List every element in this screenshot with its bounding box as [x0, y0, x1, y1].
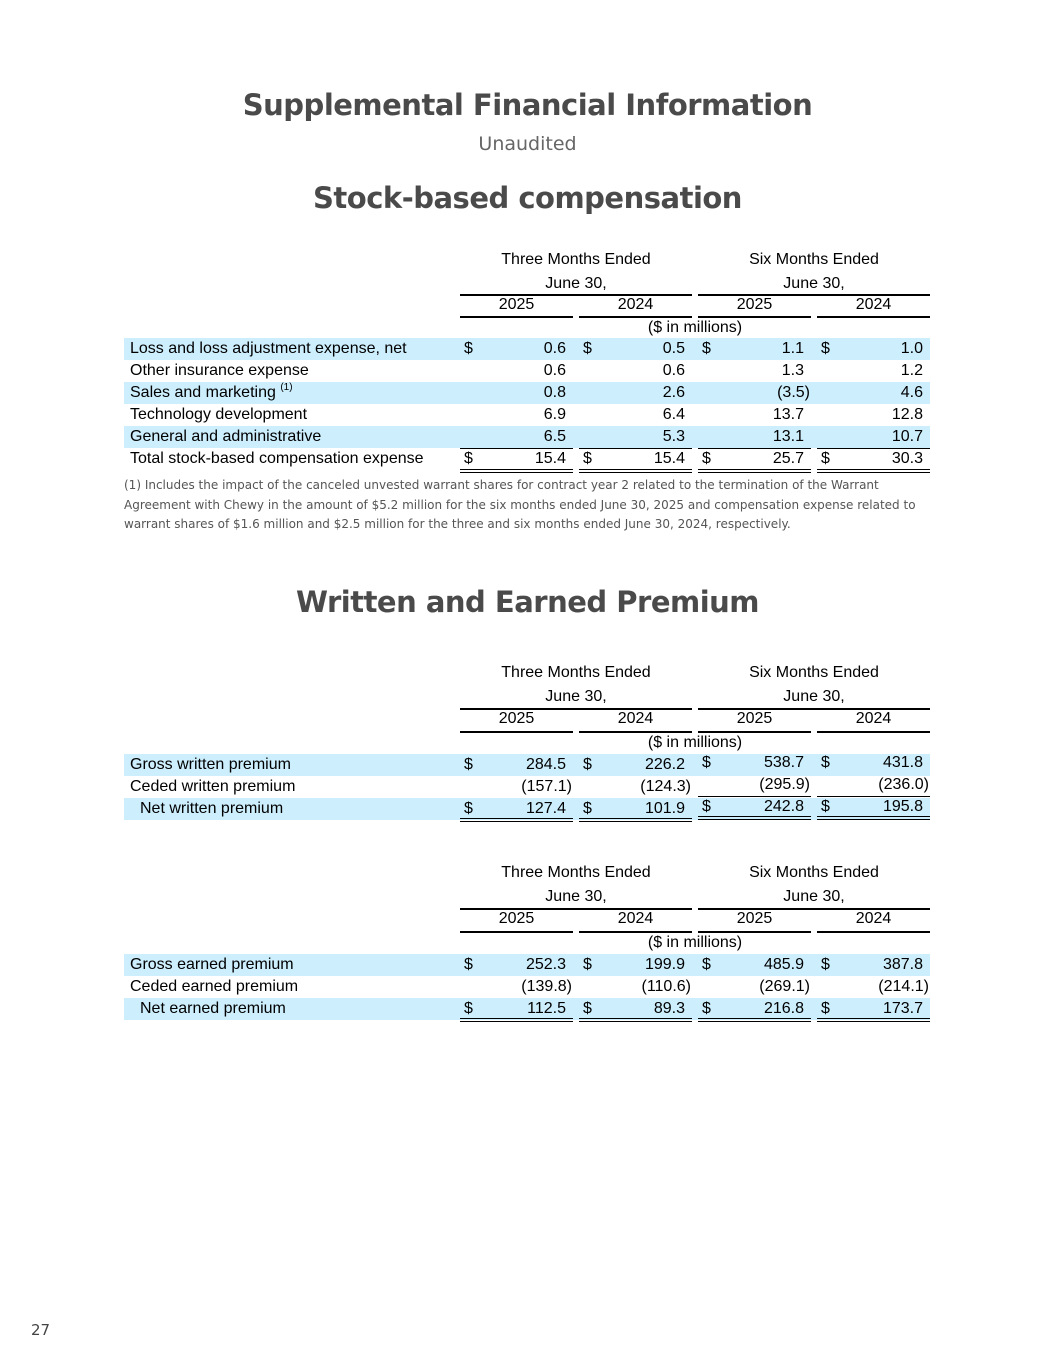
footnote-marker: (1): [280, 382, 293, 393]
col-header-three-months: Three Months Ended: [501, 864, 651, 881]
currency-symbol: $: [583, 1000, 592, 1017]
col-year-2024-six: 2024: [855, 296, 892, 313]
currency-symbol: $: [464, 800, 473, 817]
cell-value: 1.2: [900, 362, 923, 379]
row-label: Ceded written premium: [130, 778, 296, 795]
cell-value: 387.8: [882, 956, 923, 973]
currency-symbol: $: [702, 956, 711, 973]
currency-symbol: $: [702, 798, 711, 815]
cell-value: 538.7: [763, 754, 804, 771]
cell-value: 4.6: [900, 384, 923, 401]
cell-value: 6.4: [662, 406, 685, 423]
cell-value: 25.7: [772, 450, 804, 467]
currency-symbol: $: [583, 956, 592, 973]
col-year-2024-three: 2024: [617, 710, 654, 727]
col-year-2024-three: 2024: [617, 910, 654, 927]
currency-symbol: $: [464, 756, 473, 773]
cell-value: 15.4: [653, 450, 685, 467]
table-row: [124, 754, 930, 776]
currency-symbol: $: [702, 754, 711, 771]
cell-value: 13.7: [772, 406, 804, 423]
cell-value: 12.8: [891, 406, 923, 423]
cell-value: 5.3: [662, 428, 685, 445]
currency-symbol: $: [583, 340, 592, 357]
cell-value: 173.7: [882, 1000, 923, 1017]
col-header-june-three: June 30,: [545, 888, 607, 905]
col-year-2024-six: 2024: [855, 910, 892, 927]
cell-value: 216.8: [763, 1000, 804, 1017]
table-row: [124, 404, 930, 426]
currency-symbol: $: [821, 1000, 830, 1017]
cell-value: (3.5): [777, 384, 810, 401]
row-label: Other insurance expense: [130, 362, 309, 379]
row-label: Gross written premium: [130, 756, 291, 773]
cell-value: 15.4: [534, 450, 566, 467]
table-row-total: [124, 448, 930, 470]
cell-value: 1.1: [781, 340, 804, 357]
col-header-six-months: Six Months Ended: [749, 251, 879, 268]
col-year-2025-three: 2025: [498, 910, 535, 927]
currency-symbol: $: [702, 1000, 711, 1017]
row-label: General and administrative: [130, 428, 322, 445]
col-year-2025-three: 2025: [498, 710, 535, 727]
earned-premium-table: [124, 863, 932, 1023]
currency-symbol: $: [464, 1000, 473, 1017]
cell-value: 6.5: [543, 428, 566, 445]
cell-value: (157.1): [521, 778, 572, 795]
stock-based-compensation-table: [124, 250, 932, 475]
page-number: 27: [31, 1321, 51, 1339]
cell-value: 195.8: [882, 798, 923, 815]
currency-symbol: $: [702, 340, 711, 357]
written-earned-premium-heading: Written and Earned Premium: [295, 585, 760, 619]
cell-value: 0.6: [662, 362, 685, 379]
col-header-three-months: Three Months Ended: [501, 251, 651, 268]
col-year-2025-six: 2025: [736, 710, 773, 727]
cell-value: 0.8: [543, 384, 566, 401]
row-label: Net earned premium: [140, 1000, 286, 1017]
currency-symbol: $: [821, 754, 830, 771]
table-row: [124, 338, 930, 360]
cell-value: (139.8): [521, 978, 572, 995]
cell-value: (214.1): [878, 978, 929, 995]
cell-value: 242.8: [763, 798, 804, 815]
footnote: (1) Includes the impact of the canceled unvested warrant shares for contract year 2 related to the termination of the Warrant Agreement with Chewy in the amount of $5.2 million for the six months ended June 30, 2025 and compensation expense related to warrant shares of $1.6 million and $2.5 million for the three and six months ended June 30, 2024, respectively.: [124, 478, 916, 531]
table-row-total: [124, 998, 930, 1020]
written-premium-table: [124, 663, 932, 823]
cell-value: 226.2: [644, 756, 685, 773]
units-label: ($ in millions): [647, 734, 743, 751]
table-row: [124, 976, 930, 998]
row-label: [130, 382, 293, 404]
cell-value: 431.8: [882, 754, 923, 771]
stock-based-compensation-heading: Stock-based compensation: [313, 181, 742, 215]
cell-value: 127.4: [525, 800, 566, 817]
cell-value: 89.3: [653, 1000, 685, 1017]
units-label: ($ in millions): [647, 319, 743, 336]
row-label: Technology development: [130, 406, 308, 423]
currency-symbol: $: [821, 340, 830, 357]
row-label: Total stock-based compensation expense: [130, 450, 424, 467]
cell-value: 0.6: [543, 362, 566, 379]
currency-symbol: $: [464, 450, 473, 467]
row-label: Net written premium: [140, 800, 284, 817]
cell-value: 112.5: [527, 1000, 566, 1017]
cell-value: 101.9: [644, 800, 685, 817]
cell-value: (110.6): [641, 978, 691, 995]
cell-value: (295.9): [759, 776, 810, 793]
cell-value: 10.7: [891, 428, 923, 445]
cell-value: 6.9: [543, 406, 566, 423]
row-label: Gross earned premium: [130, 956, 294, 973]
currency-symbol: $: [821, 450, 830, 467]
currency-symbol: $: [821, 798, 830, 815]
cell-value: 284.5: [525, 756, 566, 773]
col-header-june-six: June 30,: [783, 888, 845, 905]
cell-value: 485.9: [763, 956, 804, 973]
page-title: Supplemental Financial Information: [242, 88, 813, 122]
cell-value: 199.9: [644, 956, 685, 973]
currency-symbol: $: [821, 956, 830, 973]
cell-value: 2.6: [662, 384, 685, 401]
units-label: ($ in millions): [647, 934, 743, 951]
currency-symbol: $: [583, 756, 592, 773]
cell-value: (236.0): [878, 776, 929, 793]
col-header-six-months: Six Months Ended: [749, 864, 879, 881]
col-year-2025-three: 2025: [498, 296, 535, 313]
currency-symbol: $: [583, 450, 592, 467]
currency-symbol: $: [583, 800, 592, 817]
cell-value: (269.1): [759, 978, 810, 995]
currency-symbol: $: [464, 956, 473, 973]
table-row: [124, 382, 930, 404]
table-row: [124, 360, 930, 382]
currency-symbol: $: [702, 450, 711, 467]
col-year-2025-six: 2025: [736, 296, 773, 313]
row-label-text: Sales and marketing: [130, 384, 276, 401]
col-header-june-three: June 30,: [545, 688, 607, 705]
col-year-2025-six: 2025: [736, 910, 773, 927]
table-row: [124, 954, 930, 976]
currency-symbol: $: [464, 340, 473, 357]
cell-value: 30.3: [891, 450, 923, 467]
row-label: Loss and loss adjustment expense, net: [130, 340, 407, 357]
col-header-june-three: June 30,: [545, 275, 607, 292]
cell-value: 13.1: [772, 428, 804, 445]
page-subtitle: Unaudited: [478, 133, 577, 155]
col-header-three-months: Three Months Ended: [501, 664, 651, 681]
cell-value: 1.3: [781, 362, 804, 379]
table-row: [124, 776, 930, 798]
cell-value: 0.5: [662, 340, 685, 357]
row-label: Ceded earned premium: [130, 978, 299, 995]
cell-value: (124.3): [640, 778, 691, 795]
cell-value: 0.6: [543, 340, 566, 357]
col-year-2024-six: 2024: [855, 710, 892, 727]
cell-value: 1.0: [900, 340, 923, 357]
cell-value: 252.3: [525, 956, 566, 973]
table-row: [124, 426, 930, 448]
col-header-june-six: June 30,: [783, 275, 845, 292]
col-header-six-months: Six Months Ended: [749, 664, 879, 681]
col-header-june-six: June 30,: [783, 688, 845, 705]
col-year-2024-three: 2024: [617, 296, 654, 313]
